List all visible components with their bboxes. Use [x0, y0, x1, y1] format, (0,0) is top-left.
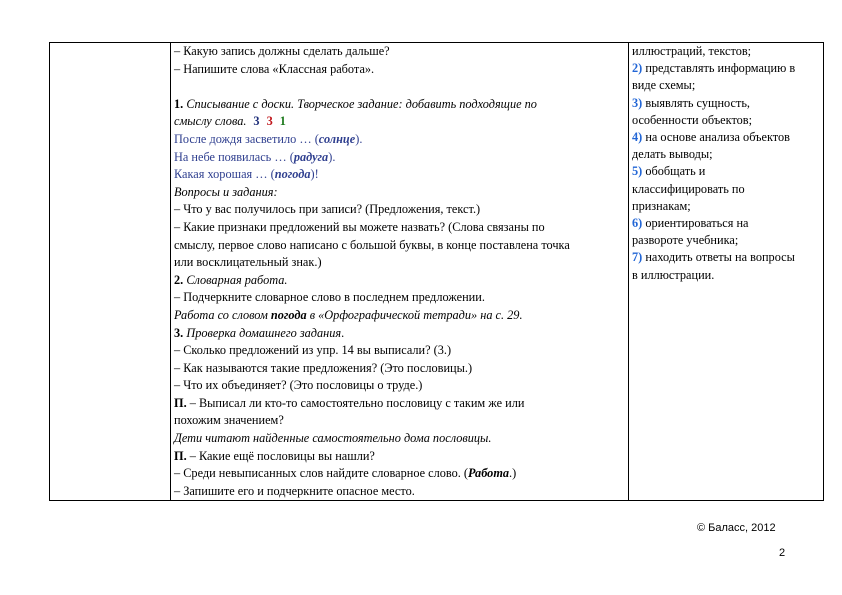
text-line: или восклицательный знак.) [174, 255, 322, 270]
skill-item [632, 249, 820, 266]
sentence-text: )! [310, 167, 319, 182]
skill-line: иллюстраций, текстов; [632, 44, 752, 58]
text-line: – Напишите слова «Классная работа». [174, 61, 375, 76]
task-1-heading [174, 96, 625, 114]
sentence-line [174, 131, 625, 149]
text-fragment: – Выписал ли кто-то самостоятельно пословицу с таким же или [186, 395, 525, 410]
text-fragment: Работа со словом [174, 307, 271, 322]
stage-cell [50, 43, 171, 501]
sentence-text: ). [328, 149, 336, 164]
p-mark: П. [174, 448, 187, 463]
questions-heading: Вопросы и задания: [174, 184, 278, 199]
skill-item [632, 60, 820, 77]
list-number: 2) [632, 61, 643, 76]
skill-line: особенности объектов; [632, 112, 753, 127]
task-1-heading-cont [174, 113, 625, 131]
copyright-text: © Баласс, 2012 [697, 522, 776, 534]
skill-item [632, 215, 820, 232]
sentence-text: На небе появилась … ( [174, 149, 294, 164]
table-row [50, 43, 824, 501]
list-number: 6) [632, 216, 643, 231]
task-number: 3. [174, 325, 184, 340]
list-number: 4) [632, 130, 643, 145]
task-2-heading [174, 272, 625, 290]
text-line [174, 448, 625, 466]
text-line: – Какую запись должны сделать дальше? [174, 44, 390, 58]
skill-text: ориентироваться на [642, 216, 749, 231]
skill-item [632, 129, 820, 146]
skill-line: развороте учебника; [632, 233, 739, 248]
skill-item [632, 163, 820, 180]
text-fragment: в «Орфографической тетради» на с. 29. [306, 307, 523, 322]
mark-number: 3 [253, 114, 260, 129]
vocabulary-word: погода [270, 307, 307, 322]
list-number: 7) [632, 250, 643, 265]
skill-text: обобщать и [642, 164, 706, 179]
skills-cell [629, 43, 824, 501]
skill-text: выявлять сущность, [642, 95, 751, 110]
skill-line: виде схемы; [632, 78, 696, 93]
text-line: – Что у вас получилось при записи? (Предложения, текст.) [174, 202, 481, 217]
sentence-line [174, 149, 625, 167]
page-number: 2 [779, 547, 786, 559]
skill-line: в иллюстрации. [632, 267, 715, 282]
text-line: Дети читают найденные самостоятельно дома пословицы. [174, 431, 492, 446]
activity-cell [171, 43, 629, 501]
mark-number: 1 [279, 114, 286, 129]
text-fragment: – Среди невыписанных слов найдите словарное слово. ( [174, 466, 469, 481]
text-line [174, 465, 625, 483]
task-3-heading [174, 325, 625, 343]
text-line: – Какие признаки предложений вы можете назвать? (Слова связаны по [174, 219, 545, 234]
list-number: 5) [632, 164, 643, 179]
text-fragment: . [341, 325, 345, 340]
task-title: Словарная работа. [186, 272, 288, 287]
blank-line [174, 78, 625, 96]
text-line: – Сколько предложений из упр. 14 вы выписали? (3.) [174, 343, 452, 358]
task-title: Списывание с доски. Творческое задание: добавить подходящие по [186, 96, 537, 111]
text-line: похожим значением? [174, 413, 284, 428]
text-line: – Как называются такие предложения? (Это пословицы.) [174, 360, 473, 375]
lesson-table [49, 42, 824, 501]
skill-line: признакам; [632, 198, 691, 213]
sentence-text: ). [355, 131, 363, 146]
skill-text: представлять информацию в [642, 61, 796, 76]
text-fragment: – Какие ещё пословицы вы нашли? [186, 448, 375, 463]
text-line [174, 307, 625, 325]
text-line: – Что их объединяет? (Это пословицы о труде.) [174, 378, 423, 393]
text-line: – Подчеркните словарное слово в последнем предложении. [174, 290, 485, 305]
skill-line: классифицировать по [632, 181, 745, 196]
skill-text: находить ответы на вопросы [642, 250, 795, 265]
task-title: Проверка домашнего задания [186, 325, 342, 340]
task-number: 1. [174, 96, 184, 111]
text-fragment: .) [509, 466, 517, 481]
list-number: 3) [632, 95, 643, 110]
task-number: 2. [174, 272, 184, 287]
mark-number: 3 [266, 114, 273, 129]
sentence-line [174, 166, 625, 184]
sentence-text: После дождя засветило … ( [174, 131, 319, 146]
task-title-cont: смыслу слова. [174, 114, 247, 129]
skill-line: делать выводы; [632, 147, 713, 162]
text-line: смыслу, первое слово написано с большой буквы, в конце поставлена точка [174, 237, 570, 252]
skill-text: на основе анализа объектов [642, 130, 790, 145]
answer-word: погода [274, 167, 311, 182]
skill-item [632, 95, 820, 112]
vocabulary-word: Работа [468, 466, 510, 481]
answer-word: солнце [318, 131, 356, 146]
text-line: – Запишите его и подчеркните опасное место. [174, 483, 415, 498]
sentence-text: Какая хорошая … ( [174, 167, 275, 182]
p-mark: П. [174, 395, 187, 410]
answer-word: радуга [293, 149, 329, 164]
text-line [174, 395, 625, 413]
